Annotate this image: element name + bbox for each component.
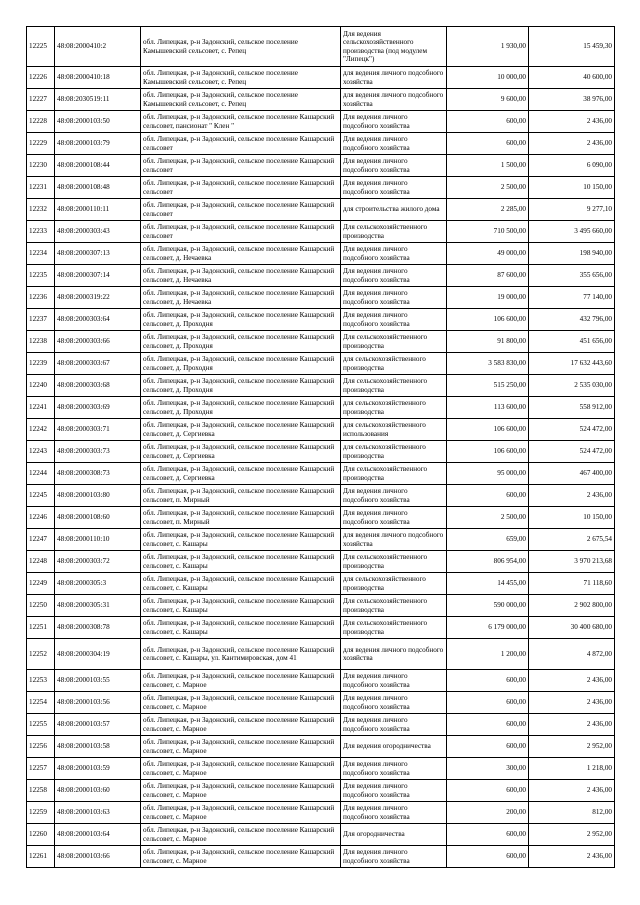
permitted-use-cell: Для огородничества (341, 824, 447, 846)
cadastral-value-cell: 40 600,00 (529, 67, 615, 89)
cadastral-value-cell: 812,00 (529, 802, 615, 824)
row-number-cell: 12247 (27, 529, 55, 551)
cadastral-number-cell: 48:08:2000103:79 (55, 133, 141, 155)
cadastral-value-cell: 17 632 443,60 (529, 353, 615, 375)
row-number-cell: 12233 (27, 221, 55, 243)
document-page (26, 26, 614, 868)
cadastral-value-cell: 2 436,00 (529, 133, 615, 155)
permitted-use-cell: Для ведения сельскохозяйственного производства (под модулем "Липецк") (341, 27, 447, 67)
cadastral-value-cell: 10 150,00 (529, 177, 615, 199)
address-cell: обл. Липецкая, р-н Задонский, сельское поселение Кашарский сельсовет (141, 199, 341, 221)
table-row (27, 846, 615, 868)
area-cell: 659,00 (447, 529, 529, 551)
cadastral-number-cell: 48:08:2000303:67 (55, 353, 141, 375)
cadastral-value-cell: 2 535 030,00 (529, 375, 615, 397)
row-number-cell: 12259 (27, 802, 55, 824)
address-cell: обл. Липецкая, р-н Задонский, сельское поселение Кашарский сельсовет, с. Марное (141, 846, 341, 868)
cadastral-number-cell: 48:08:2000410:2 (55, 27, 141, 67)
table-row (27, 507, 615, 529)
address-cell: обл. Липецкая, р-н Задонский, сельское поселение Кашарский сельсовет, с. Марное (141, 802, 341, 824)
row-number-cell: 12258 (27, 780, 55, 802)
table-row (27, 419, 615, 441)
row-number-cell: 12248 (27, 551, 55, 573)
address-cell: обл. Липецкая, р-н Задонский, сельское поселение Кашарский сельсовет, п. Мирный (141, 485, 341, 507)
address-cell: обл. Липецкая, р-н Задонский, сельское поселение Камышевский сельсовет, с. Репец (141, 89, 341, 111)
cadastral-value-cell: 198 940,00 (529, 243, 615, 265)
cadastral-number-cell: 48:08:2000305:31 (55, 595, 141, 617)
address-cell: обл. Липецкая, р-н Задонский, сельское поселение Кашарский сельсовет (141, 155, 341, 177)
address-cell: обл. Липецкая, р-н Задонский, сельское поселение Кашарский сельсовет, д. Проходня (141, 309, 341, 331)
table-row (27, 441, 615, 463)
cadastral-value-cell: 432 796,00 (529, 309, 615, 331)
row-number-cell: 12232 (27, 199, 55, 221)
row-number-cell: 12235 (27, 265, 55, 287)
cadastral-value-cell: 2 436,00 (529, 485, 615, 507)
table-row (27, 353, 615, 375)
cadastral-number-cell: 48:08:2000103:58 (55, 736, 141, 758)
area-cell: 2 500,00 (447, 507, 529, 529)
area-cell: 1 500,00 (447, 155, 529, 177)
area-cell: 2 500,00 (447, 177, 529, 199)
permitted-use-cell: для сельскохозяйственного производства (341, 573, 447, 595)
address-cell: обл. Липецкая, р-н Задонский, сельское поселение Кашарский сельсовет, с. Кашары (141, 617, 341, 639)
table-row (27, 617, 615, 639)
address-cell: обл. Липецкая, р-н Задонский, сельское поселение Камышевский сельсовет, с. Репец (141, 67, 341, 89)
cadastral-value-cell: 4 872,00 (529, 639, 615, 670)
cadastral-value-cell: 451 656,00 (529, 331, 615, 353)
area-cell: 600,00 (447, 780, 529, 802)
permitted-use-cell: для строительства жилого дома (341, 199, 447, 221)
land-parcels-table (26, 26, 615, 868)
permitted-use-cell: Для ведения личного подсобного хозяйства (341, 507, 447, 529)
area-cell: 1 930,00 (447, 27, 529, 67)
table-body (27, 27, 615, 868)
table-row (27, 287, 615, 309)
permitted-use-cell: Для ведения личного подсобного хозяйства (341, 485, 447, 507)
table-row (27, 485, 615, 507)
cadastral-value-cell: 2 436,00 (529, 714, 615, 736)
permitted-use-cell: для сельскохозяйственного производства (341, 353, 447, 375)
cadastral-number-cell: 48:08:2000303:64 (55, 309, 141, 331)
area-cell: 600,00 (447, 692, 529, 714)
permitted-use-cell: для сельскохозяйственного использования (341, 419, 447, 441)
cadastral-number-cell: 48:08:2000108:44 (55, 155, 141, 177)
area-cell: 49 000,00 (447, 243, 529, 265)
cadastral-number-cell: 48:08:2000110:10 (55, 529, 141, 551)
permitted-use-cell: для ведения личного подсобного хозяйства (341, 639, 447, 670)
table-row (27, 736, 615, 758)
cadastral-number-cell: 48:08:2000108:48 (55, 177, 141, 199)
permitted-use-cell: Для ведения личного подсобного хозяйства (341, 309, 447, 331)
table-row (27, 89, 615, 111)
row-number-cell: 12226 (27, 67, 55, 89)
area-cell: 113 600,00 (447, 397, 529, 419)
cadastral-value-cell: 2 902 800,00 (529, 595, 615, 617)
address-cell: обл. Липецкая, р-н Задонский, сельское поселение Кашарский сельсовет, с. Марное (141, 670, 341, 692)
permitted-use-cell: Для сельскохозяйственного производства (341, 221, 447, 243)
row-number-cell: 12238 (27, 331, 55, 353)
cadastral-number-cell: 48:08:2000103:56 (55, 692, 141, 714)
cadastral-number-cell: 48:08:2000305:3 (55, 573, 141, 595)
address-cell: обл. Липецкая, р-н Задонский, сельское поселение Кашарский сельсовет, с. Кашары (141, 595, 341, 617)
cadastral-value-cell: 3 970 213,68 (529, 551, 615, 573)
table-row (27, 309, 615, 331)
cadastral-number-cell: 48:08:2000307:14 (55, 265, 141, 287)
address-cell: обл. Липецкая, р-н Задонский, сельское поселение Кашарский сельсовет, д. Проходня (141, 353, 341, 375)
row-number-cell: 12254 (27, 692, 55, 714)
area-cell: 9 600,00 (447, 89, 529, 111)
cadastral-value-cell: 355 656,00 (529, 265, 615, 287)
table-row (27, 375, 615, 397)
permitted-use-cell: Для ведения личного подсобного хозяйства (341, 846, 447, 868)
address-cell: обл. Липецкая, р-н Задонский, сельское поселение Кашарский сельсовет, д. Проходня (141, 331, 341, 353)
cadastral-number-cell: 48:08:2000108:60 (55, 507, 141, 529)
row-number-cell: 12249 (27, 573, 55, 595)
row-number-cell: 12242 (27, 419, 55, 441)
area-cell: 300,00 (447, 758, 529, 780)
table-row (27, 155, 615, 177)
area-cell: 600,00 (447, 736, 529, 758)
row-number-cell: 12252 (27, 639, 55, 670)
row-number-cell: 12237 (27, 309, 55, 331)
permitted-use-cell: Для сельскохозяйственного производства (341, 617, 447, 639)
cadastral-number-cell: 48:08:2000304:19 (55, 639, 141, 670)
table-row (27, 67, 615, 89)
address-cell: обл. Липецкая, р-н Задонский, сельское поселение Кашарский сельсовет, с. Кашары (141, 529, 341, 551)
row-number-cell: 12227 (27, 89, 55, 111)
cadastral-value-cell: 524 472,00 (529, 419, 615, 441)
address-cell: обл. Липецкая, р-н Задонский, сельское поселение Кашарский сельсовет (141, 133, 341, 155)
permitted-use-cell: Для ведения личного подсобного хозяйства (341, 670, 447, 692)
row-number-cell: 12246 (27, 507, 55, 529)
permitted-use-cell: Для ведения личного подсобного хозяйства (341, 758, 447, 780)
row-number-cell: 12250 (27, 595, 55, 617)
cadastral-value-cell: 30 400 680,00 (529, 617, 615, 639)
cadastral-number-cell: 48:08:2000303:71 (55, 419, 141, 441)
table-row (27, 824, 615, 846)
cadastral-value-cell: 77 140,00 (529, 287, 615, 309)
cadastral-value-cell: 2 952,00 (529, 824, 615, 846)
address-cell: обл. Липецкая, р-н Задонский, сельское поселение Кашарский сельсовет, с. Марное (141, 780, 341, 802)
row-number-cell: 12236 (27, 287, 55, 309)
permitted-use-cell: для ведения личного подсобного хозяйства (341, 529, 447, 551)
address-cell: обл. Липецкая, р-н Задонский, сельское поселение Кашарский сельсовет, д. Проходня (141, 375, 341, 397)
cadastral-value-cell: 38 976,00 (529, 89, 615, 111)
area-cell: 600,00 (447, 133, 529, 155)
table-row (27, 670, 615, 692)
permitted-use-cell: Для сельскохозяйственного производства (341, 375, 447, 397)
area-cell: 2 285,00 (447, 199, 529, 221)
cadastral-value-cell: 2 675,54 (529, 529, 615, 551)
row-number-cell: 12255 (27, 714, 55, 736)
permitted-use-cell: Для ведения личного подсобного хозяйства (341, 111, 447, 133)
cadastral-value-cell: 71 118,60 (529, 573, 615, 595)
cadastral-value-cell: 6 090,00 (529, 155, 615, 177)
row-number-cell: 12253 (27, 670, 55, 692)
area-cell: 10 000,00 (447, 67, 529, 89)
row-number-cell: 12243 (27, 441, 55, 463)
row-number-cell: 12230 (27, 155, 55, 177)
area-cell: 1 200,00 (447, 639, 529, 670)
row-number-cell: 12231 (27, 177, 55, 199)
permitted-use-cell: для сельскохозяйственного производства (341, 441, 447, 463)
cadastral-number-cell: 48:08:2000103:57 (55, 714, 141, 736)
area-cell: 14 455,00 (447, 573, 529, 595)
cadastral-number-cell: 48:08:2000103:59 (55, 758, 141, 780)
table-row (27, 243, 615, 265)
table-row (27, 529, 615, 551)
cadastral-number-cell: 48:08:2000103:66 (55, 846, 141, 868)
table-row (27, 221, 615, 243)
cadastral-number-cell: 48:08:2000303:69 (55, 397, 141, 419)
area-cell: 515 250,00 (447, 375, 529, 397)
row-number-cell: 12225 (27, 27, 55, 67)
address-cell: обл. Липецкая, р-н Задонский, сельское поселение Кашарский сельсовет, с. Марное (141, 758, 341, 780)
address-cell: обл. Липецкая, р-н Задонский, сельское поселение Кашарский сельсовет, д. Нечаевка (141, 287, 341, 309)
cadastral-number-cell: 48:08:2000410:18 (55, 67, 141, 89)
table-row (27, 111, 615, 133)
permitted-use-cell: Для ведения личного подсобного хозяйства (341, 802, 447, 824)
permitted-use-cell: Для ведения личного подсобного хозяйства (341, 243, 447, 265)
cadastral-value-cell: 467 400,00 (529, 463, 615, 485)
cadastral-value-cell: 2 436,00 (529, 670, 615, 692)
address-cell: обл. Липецкая, р-н Задонский, сельское поселение Кашарский сельсовет, с. Кашары (141, 573, 341, 595)
permitted-use-cell: Для сельскохозяйственного производства (341, 331, 447, 353)
row-number-cell: 12240 (27, 375, 55, 397)
address-cell: обл. Липецкая, р-н Задонский, сельское поселение Кашарский сельсовет, с. Кашары (141, 551, 341, 573)
address-cell: обл. Липецкая, р-н Задонский, сельское поселение Кашарский сельсовет, п. Мирный (141, 507, 341, 529)
area-cell: 600,00 (447, 670, 529, 692)
cadastral-number-cell: 48:08:2000303:68 (55, 375, 141, 397)
cadastral-value-cell: 15 459,30 (529, 27, 615, 67)
address-cell: обл. Липецкая, р-н Задонский, сельское поселение Кашарский сельсовет (141, 177, 341, 199)
cadastral-number-cell: 48:08:2000307:13 (55, 243, 141, 265)
cadastral-number-cell: 48:08:2000303:72 (55, 551, 141, 573)
row-number-cell: 12234 (27, 243, 55, 265)
area-cell: 6 179 000,00 (447, 617, 529, 639)
address-cell: обл. Липецкая, р-н Задонский, сельское поселение Кашарский сельсовет, с. Марное (141, 714, 341, 736)
permitted-use-cell: Для ведения личного подсобного хозяйства (341, 714, 447, 736)
row-number-cell: 12261 (27, 846, 55, 868)
address-cell: обл. Липецкая, р-н Задонский, сельское поселение Камышевский сельсовет, с. Репец (141, 27, 341, 67)
table-row (27, 692, 615, 714)
table-row (27, 199, 615, 221)
area-cell: 106 600,00 (447, 419, 529, 441)
row-number-cell: 12256 (27, 736, 55, 758)
cadastral-value-cell: 3 495 660,00 (529, 221, 615, 243)
cadastral-value-cell: 10 150,00 (529, 507, 615, 529)
permitted-use-cell: Для ведения огородничества (341, 736, 447, 758)
row-number-cell: 12251 (27, 617, 55, 639)
cadastral-number-cell: 48:08:2000303:43 (55, 221, 141, 243)
row-number-cell: 12229 (27, 133, 55, 155)
cadastral-value-cell: 1 218,00 (529, 758, 615, 780)
cadastral-value-cell: 9 277,10 (529, 199, 615, 221)
table-row (27, 573, 615, 595)
table-row (27, 331, 615, 353)
area-cell: 106 600,00 (447, 441, 529, 463)
cadastral-number-cell: 48:08:2000103:50 (55, 111, 141, 133)
table-row (27, 397, 615, 419)
address-cell: обл. Липецкая, р-н Задонский, сельское поселение Кашарский сельсовет, с. Марное (141, 824, 341, 846)
area-cell: 106 600,00 (447, 309, 529, 331)
table-row (27, 714, 615, 736)
cadastral-number-cell: 48:08:2000308:78 (55, 617, 141, 639)
table-row (27, 780, 615, 802)
table-row (27, 265, 615, 287)
permitted-use-cell: Для сельскохозяйственного производства (341, 551, 447, 573)
area-cell: 600,00 (447, 824, 529, 846)
cadastral-number-cell: 48:08:2000103:55 (55, 670, 141, 692)
cadastral-number-cell: 48:08:2030519:11 (55, 89, 141, 111)
row-number-cell: 12260 (27, 824, 55, 846)
area-cell: 600,00 (447, 111, 529, 133)
cadastral-value-cell: 2 952,00 (529, 736, 615, 758)
area-cell: 806 954,00 (447, 551, 529, 573)
row-number-cell: 12257 (27, 758, 55, 780)
permitted-use-cell: Для сельскохозяйственного производства (341, 595, 447, 617)
table-row (27, 639, 615, 670)
cadastral-number-cell: 48:08:2000308:73 (55, 463, 141, 485)
table-row (27, 758, 615, 780)
permitted-use-cell: Для ведения личного подсобного хозяйства (341, 287, 447, 309)
cadastral-value-cell: 2 436,00 (529, 780, 615, 802)
row-number-cell: 12245 (27, 485, 55, 507)
table-row (27, 27, 615, 67)
cadastral-number-cell: 48:08:2000110:11 (55, 199, 141, 221)
cadastral-value-cell: 2 436,00 (529, 846, 615, 868)
area-cell: 95 000,00 (447, 463, 529, 485)
cadastral-number-cell: 48:08:2000319:22 (55, 287, 141, 309)
address-cell: обл. Липецкая, р-н Задонский, сельское поселение Кашарский сельсовет, д. Нечаевка (141, 243, 341, 265)
area-cell: 19 000,00 (447, 287, 529, 309)
permitted-use-cell: для ведения личного подсобного хозяйства (341, 67, 447, 89)
table-row (27, 802, 615, 824)
permitted-use-cell: Для ведения личного подсобного хозяйства (341, 692, 447, 714)
permitted-use-cell: для сельскохозяйственного производства (341, 397, 447, 419)
permitted-use-cell: Для ведения личного подсобного хозяйства (341, 155, 447, 177)
area-cell: 87 600,00 (447, 265, 529, 287)
table-row (27, 133, 615, 155)
table-row (27, 595, 615, 617)
table-row (27, 177, 615, 199)
permitted-use-cell: Для ведения личного подсобного хозяйства (341, 265, 447, 287)
cadastral-number-cell: 48:08:2000103:80 (55, 485, 141, 507)
permitted-use-cell: Для ведения личного подсобного хозяйства (341, 780, 447, 802)
area-cell: 600,00 (447, 485, 529, 507)
address-cell: обл. Липецкая, р-н Задонский, сельское поселение Кашарский сельсовет, д. Сергиевка (141, 419, 341, 441)
address-cell: обл. Липецкая, р-н Задонский, сельское поселение Кашарский сельсовет, д. Сергиевка (141, 441, 341, 463)
address-cell: обл. Липецкая, р-н Задонский, сельское поселение Кашарский сельсовет, д. Проходня (141, 397, 341, 419)
cadastral-number-cell: 48:08:2000303:73 (55, 441, 141, 463)
row-number-cell: 12241 (27, 397, 55, 419)
cadastral-number-cell: 48:08:2000103:64 (55, 824, 141, 846)
cadastral-value-cell: 524 472,00 (529, 441, 615, 463)
area-cell: 600,00 (447, 846, 529, 868)
cadastral-number-cell: 48:08:2000103:60 (55, 780, 141, 802)
address-cell: обл. Липецкая, р-н Задонский, сельское поселение Кашарский сельсовет, д. Сергиевка (141, 463, 341, 485)
address-cell: обл. Липецкая, р-н Задонский, сельское поселение Кашарский сельсовет (141, 221, 341, 243)
row-number-cell: 12239 (27, 353, 55, 375)
area-cell: 710 500,00 (447, 221, 529, 243)
permitted-use-cell: Для ведения личного подсобного хозяйства (341, 177, 447, 199)
table-row (27, 463, 615, 485)
cadastral-value-cell: 558 912,00 (529, 397, 615, 419)
permitted-use-cell: Для сельскохозяйственного производства (341, 463, 447, 485)
permitted-use-cell: для ведения личного подсобного хозяйства (341, 89, 447, 111)
cadastral-number-cell: 48:08:2000103:63 (55, 802, 141, 824)
permitted-use-cell: Для ведения личного подсобного хозяйства (341, 133, 447, 155)
table-row (27, 551, 615, 573)
area-cell: 91 800,00 (447, 331, 529, 353)
cadastral-number-cell: 48:08:2000303:66 (55, 331, 141, 353)
row-number-cell: 12228 (27, 111, 55, 133)
address-cell: обл. Липецкая, р-н Задонский, сельское поселение Кашарский сельсовет, с. Марное (141, 692, 341, 714)
area-cell: 3 583 830,00 (447, 353, 529, 375)
area-cell: 600,00 (447, 714, 529, 736)
area-cell: 200,00 (447, 802, 529, 824)
row-number-cell: 12244 (27, 463, 55, 485)
address-cell: обл. Липецкая, р-н Задонский, сельское поселение Кашарский сельсовет, д. Нечаевка (141, 265, 341, 287)
address-cell: обл. Липецкая, р-н Задонский, сельское поселение Кашарский сельсовет, с. Марное (141, 736, 341, 758)
address-cell: обл. Липецкая, р-н Задонский, сельское поселение Кашарский сельсовет, пансионат " Клен " (141, 111, 341, 133)
area-cell: 590 000,00 (447, 595, 529, 617)
cadastral-value-cell: 2 436,00 (529, 111, 615, 133)
cadastral-value-cell: 2 436,00 (529, 692, 615, 714)
address-cell: обл. Липецкая, р-н Задонский, сельское поселение Кашарский сельсовет, с. Кашары, ул. Кантимировская, дом 41 (141, 639, 341, 670)
